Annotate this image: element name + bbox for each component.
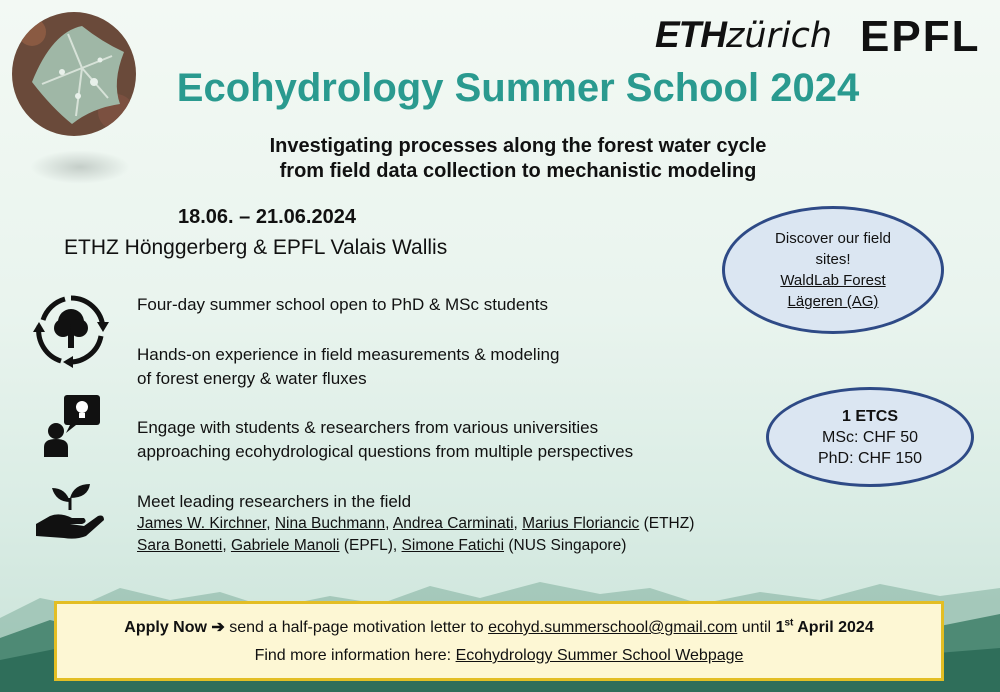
email-link[interactable]: ecohyd.summerschool@gmail.com bbox=[488, 619, 738, 636]
field-sites-line-1: Discover our field bbox=[775, 230, 891, 247]
researcher-link-bonetti[interactable]: Sara Bonetti bbox=[137, 537, 223, 554]
researcher-link-buchmann[interactable]: Nina Buchmann bbox=[274, 515, 386, 532]
apply-box bbox=[54, 601, 944, 681]
field-sites-callout bbox=[722, 206, 944, 334]
researcher-link-manoli[interactable]: Gabriele Manoli bbox=[230, 537, 340, 554]
researcher-link-carminati[interactable]: Andrea Carminati bbox=[392, 515, 514, 532]
researcher-link-fatichi[interactable]: Simone Fatichi bbox=[401, 537, 505, 554]
etcs-credits: 1 ETCS bbox=[841, 407, 898, 425]
nus-affiliation: (NUS Singapore) bbox=[508, 537, 627, 554]
eth-logo-italic: zürich bbox=[726, 16, 833, 56]
tree-cycle-icon bbox=[33, 292, 109, 368]
bullet-hands-on bbox=[137, 343, 559, 391]
bullet-engage bbox=[137, 416, 633, 464]
until-label: until bbox=[741, 619, 772, 636]
phd-fee: PhD: CHF 150 bbox=[817, 449, 923, 467]
bullet-four-day: Four-day summer school open to PhD & MSc students bbox=[137, 295, 549, 314]
apply-line bbox=[57, 617, 941, 637]
bullet-hands-on-line-2: of forest energy & water fluxes bbox=[137, 369, 367, 388]
researcher-link-kirchner[interactable]: James W. Kirchner bbox=[137, 515, 267, 532]
page-title: Ecohydrology Summer School 2024 bbox=[176, 66, 860, 110]
epfl-affiliation: (EPFL), bbox=[343, 537, 398, 554]
researcher-line-1: James W. Kirchner, Nina Buchmann, Andrea Carminati, Marius Floriancic (ETHZ) bbox=[137, 515, 695, 532]
info-line bbox=[57, 647, 941, 665]
bullet-researchers-title: Meet leading researchers in the field bbox=[137, 492, 412, 511]
eth-logo-bold: ETH bbox=[655, 14, 726, 55]
researcher-list bbox=[137, 513, 694, 557]
arrow-icon: ➔ bbox=[211, 619, 225, 636]
researcher-link-floriancic[interactable]: Marius Floriancic bbox=[522, 515, 640, 532]
waldlab-link-line-2[interactable]: Lägeren (AG) bbox=[787, 293, 879, 310]
eth-zurich-logo[interactable] bbox=[655, 14, 832, 56]
apply-now-label: Apply Now bbox=[124, 619, 207, 636]
credits-callout bbox=[766, 387, 974, 487]
msc-fee: MSc: CHF 50 bbox=[821, 428, 918, 446]
bullet-engage-line-2: approaching ecohydrological questions from multiple perspectives bbox=[137, 442, 634, 461]
webpage-link[interactable]: Ecohydrology Summer School Webpage bbox=[455, 647, 744, 664]
subtitle-line-2: from field data collection to mechanistic modeling bbox=[279, 160, 757, 182]
hand-plant-icon bbox=[36, 482, 106, 540]
deadline-suffix: st bbox=[784, 617, 794, 629]
bullet-engage-line-1: Engage with students & researchers from various universities bbox=[137, 418, 599, 437]
eth-affiliation: (ETHZ) bbox=[643, 515, 695, 532]
subtitle bbox=[0, 134, 1000, 184]
event-dates: 18.06. – 21.06.2024 bbox=[178, 206, 356, 228]
person-idea-icon bbox=[42, 393, 102, 457]
epfl-logo[interactable]: EPFL bbox=[860, 12, 981, 61]
bullet-hands-on-line-1: Hands-on experience in field measurements & modeling bbox=[137, 345, 560, 364]
info-label: Find more information here: bbox=[254, 647, 452, 664]
deadline bbox=[776, 619, 874, 636]
deadline-month-year: April 2024 bbox=[797, 619, 874, 636]
deadline-day: 1 bbox=[775, 619, 785, 636]
waldlab-link-line-1[interactable]: WaldLab Forest bbox=[780, 272, 886, 289]
subtitle-line-1: Investigating processes along the forest water cycle bbox=[269, 135, 767, 157]
apply-instruction: send a half-page motivation letter to bbox=[229, 619, 484, 636]
field-sites-line-2: sites! bbox=[815, 251, 851, 268]
researcher-line-2: Sara Bonetti, Gabriele Manoli (EPFL), Simone Fatichi (NUS Singapore) bbox=[137, 537, 627, 554]
event-venue: ETHZ Hönggerberg & EPFL Valais Wallis bbox=[64, 236, 448, 259]
